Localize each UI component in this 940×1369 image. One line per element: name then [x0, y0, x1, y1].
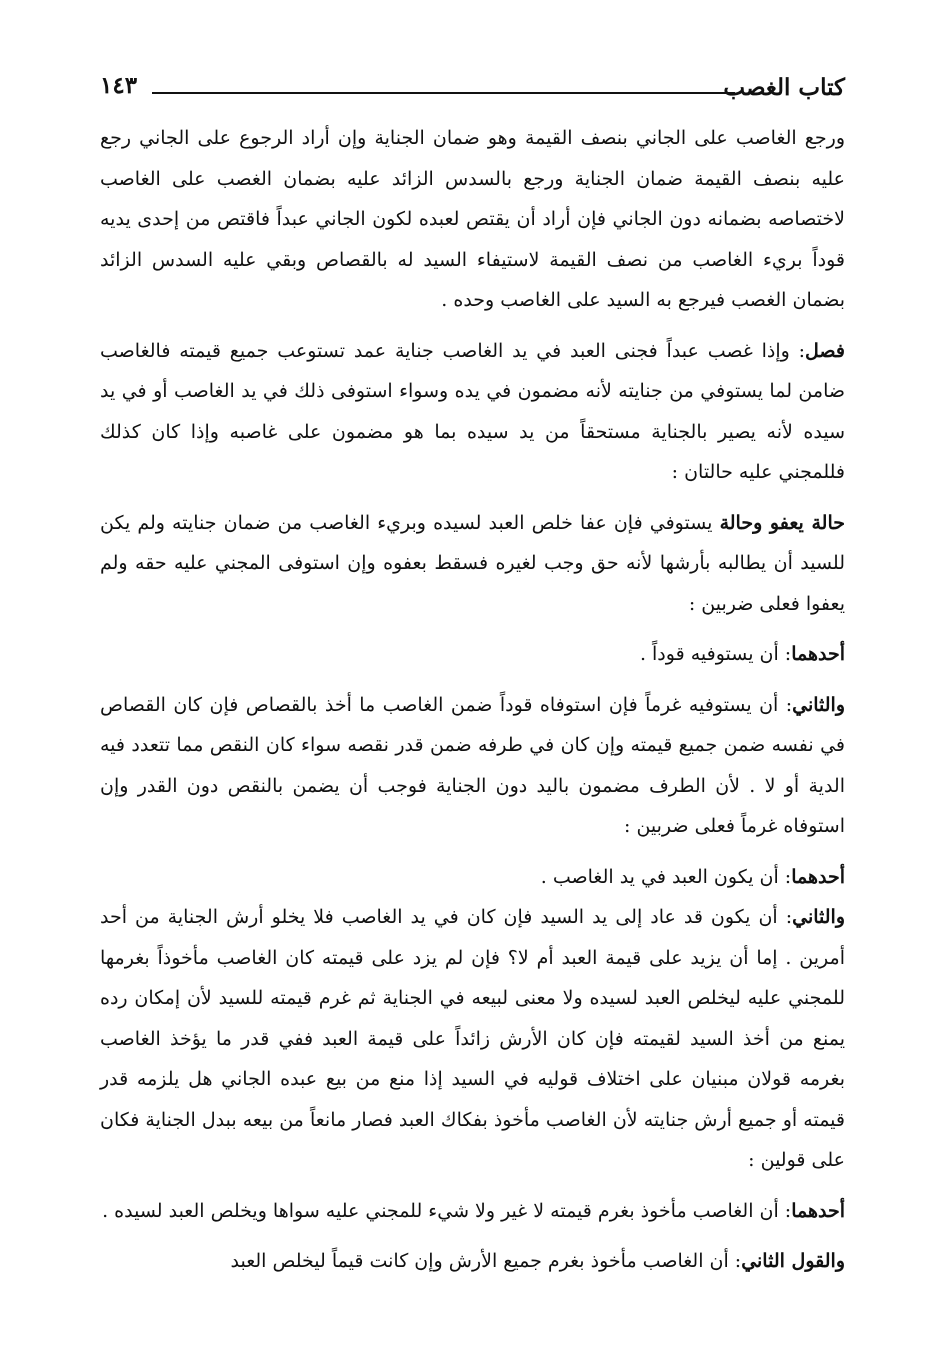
page-number: ١٤٣: [100, 72, 138, 99]
paragraph-text: : أن الغاصب مأخوذ بغرم جميع الأرش وإن كانت قيماً ليخلص العبد: [230, 1250, 742, 1272]
paragraph-text: ورجع الغاصب على الجاني بنصف القيمة وهو ضمان الجناية وإن أراد الرجوع على الجاني رجع عليه بنصف القيمة ضمان الجناية ورجع بالسدس الزائد عليه بضمان الغصب على الغاصب لاختصاصه بضمانه دون الجاني فإن أراد أن يقتص لعبده لكون الجاني عبداً فاقتص من إحدى يديه قوداً بريء الغاصب من نصف القيمة لاستيفاء السيد له بالقصاص وبقي عليه السدس الزائد بضمان الغصب فيرجع به السيد على الغاصب وحده .: [100, 127, 845, 311]
paragraph-text: : أن يكون قد عاد إلى يد السيد فإن كان في يد الغاصب فلا يخلو أرش الجناية من أحد أمرين . إما أن يزيد على قيمة العبد أم لا؟ فإن لم يزد على قيمته كان الغاصب مأخوذاً بغرمها للمجني عليه ليخلص العبد لسيده ولا معنى لبيعه في الجناية ثم غرم قيمته للسيد لأن إمكان رده يمنع من أخذ السيد لقيمته فإن كان الأرش زائداً على قيمة العبد ففي قدر ما يؤخذ الغاصب بغرمه قولان مبنيان على اختلاف قوليه في السيد إذا منع من بيع عبده الجاني هل يلزمه قدر قيمته أو جميع أرش جنايته لأن الغاصب مأخوذ بفكاك العبد فصار مانعاً من بيعه ببدل الجناية فكان على قولين :: [100, 906, 845, 1171]
running-header: [100, 68, 845, 108]
paragraph-lead: أحدهما: [791, 1199, 845, 1222]
paragraph: [100, 1191, 845, 1232]
paragraph-text: : وإذا غصب عبداً فجنى العبد في يد الغاصب جناية عمد تستوعب جميع قيمته فالغاصب ضامن لما يستوفي من جنايته لأنه مضمون في يده وسواء استوفى ذلك في يد الغاصب أو في يد سيده لأنه يصير بالجناية مستحقاً من يد سيده بما هو مضمون على غاصبه وإذا كان كذلك فللمجني عليه حالتان :: [100, 339, 845, 483]
paragraph-text: : أن الغاصب مأخوذ بغرم قيمته لا غير ولا شيء للمجني عليه سواها ويخلص العبد لسيده .: [102, 1199, 792, 1222]
paragraph: [100, 685, 845, 847]
paragraph-lead: والقول الثاني: [741, 1250, 845, 1272]
paragraph-lead: فصل: [805, 339, 845, 362]
paragraph-text: : أن يكون العبد في يد الغاصب .: [540, 865, 792, 888]
paragraph-text: يستوفي فإن عفا خلص العبد لسيده وبريء الغاصب من ضمان جنايته ولم يكن للسيد أن يطالبه بأرشها لأنه حق وجب لغيره فسقط بعفوه وإن استوفى المجني عليه حقه ولم يعفوا فعلى ضربين :: [100, 511, 845, 615]
paragraph-lead: حالة يعفو وحالة: [719, 511, 845, 534]
paragraph: [100, 503, 845, 625]
paragraph-text: : أن يستوفيه قوداً .: [639, 643, 792, 665]
paragraph-lead: أحدهما: [791, 643, 845, 665]
paragraph: [100, 1241, 845, 1282]
paragraph: [100, 634, 845, 675]
header-rule: [152, 92, 735, 94]
paragraph: [100, 897, 845, 1181]
book-title: كتاب الغصب: [723, 74, 845, 101]
paragraph-lead: والثاني: [792, 906, 845, 928]
paragraph: [100, 118, 845, 321]
paragraph-lead: أحدهما: [791, 865, 845, 888]
paragraph: [100, 331, 845, 493]
paragraph-text: : أن يستوفيه غرماً فإن استوفاه قوداً ضمن الغاصب ما أخذ بالقصاص فإن كان القصاص في نفسه ضمن جميع قيمته وإن كان في طرفه ضمن قدر نقصه سواء كان النقص مما تتعدد فيه الدية أو لا . لأن الطرف مضمون باليد دون الجناية فوجب أن يضمن بالنقص دون القدر وإن استوفاه غرماً فعلى ضربين :: [100, 693, 845, 837]
paragraph: [100, 857, 845, 898]
body-text: [100, 118, 845, 1292]
paragraph-lead: والثاني: [792, 693, 845, 716]
